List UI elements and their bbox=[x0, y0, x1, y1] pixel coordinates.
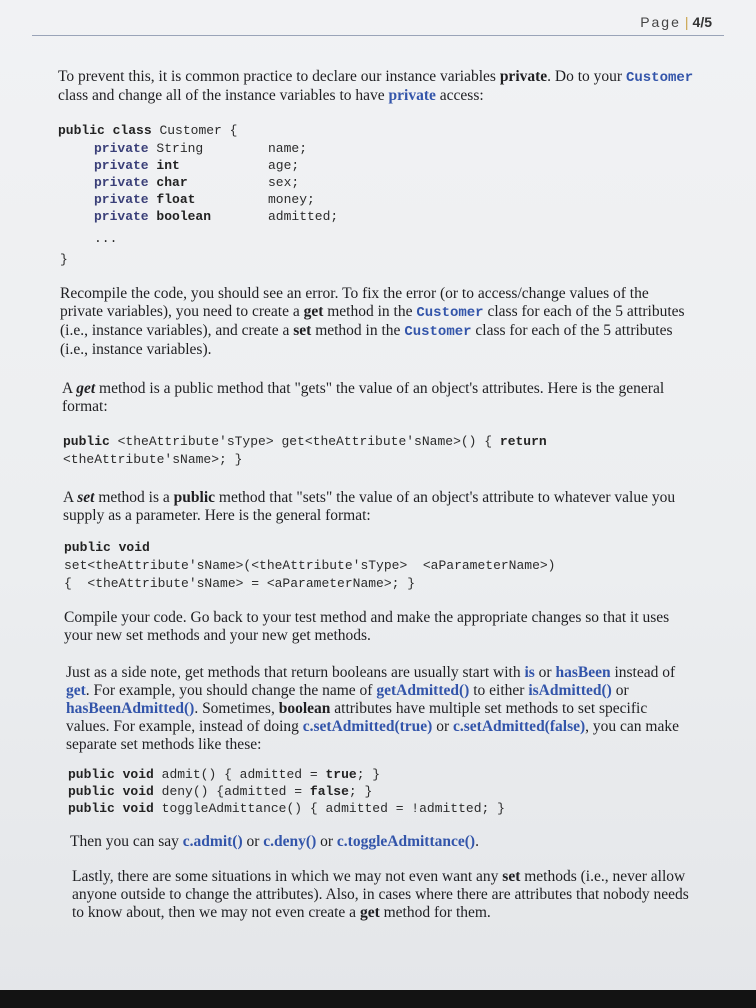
code-text: <theAttribute'sType> get<theAttribute'sName>() { bbox=[109, 434, 500, 449]
code-text: Customer { bbox=[151, 123, 238, 138]
keyword: isAdmitted() bbox=[528, 682, 612, 699]
text: method that "sets" the value of an object's attribute to whatever value you supply as a parameter. Here is the general format: bbox=[63, 489, 676, 524]
text: method is a bbox=[94, 489, 174, 506]
code-keyword: public bbox=[68, 784, 115, 799]
text: . Sometimes, bbox=[194, 700, 279, 717]
side-note-paragraph bbox=[66, 664, 692, 754]
code-keyword: true bbox=[325, 767, 357, 782]
code-keyword: class bbox=[112, 123, 152, 138]
keyword: c.setAdmitted(false) bbox=[453, 718, 586, 735]
code-keyword: void bbox=[122, 767, 154, 782]
code-modifier: private bbox=[94, 141, 149, 156]
keyword: public bbox=[173, 489, 216, 506]
text: or bbox=[242, 833, 264, 850]
text: class for each of the 5 attributes (i.e., instance variables), and create a bbox=[60, 303, 685, 339]
text: instead of bbox=[610, 664, 676, 681]
toggle-method-code bbox=[68, 800, 505, 818]
bottom-edge bbox=[0, 990, 756, 1008]
keyword: get bbox=[303, 303, 324, 320]
field-line bbox=[94, 191, 195, 209]
code-text: ; } bbox=[348, 784, 373, 799]
page-number: 4/5 bbox=[692, 14, 712, 30]
keyword: hasBeen bbox=[555, 664, 611, 681]
text: Lastly, there are some situations in which we may not even want any bbox=[72, 868, 503, 885]
code-keyword: public bbox=[68, 801, 115, 816]
text: or bbox=[611, 682, 629, 699]
text: or bbox=[432, 718, 453, 735]
lastly-paragraph bbox=[72, 868, 692, 922]
keyword: get bbox=[76, 380, 96, 397]
recompile-paragraph bbox=[60, 285, 694, 359]
class-code-block bbox=[58, 122, 237, 140]
keyword: get bbox=[66, 682, 86, 699]
code-keyword: public bbox=[68, 767, 115, 782]
text: A bbox=[62, 380, 77, 397]
code-text: admit() { admitted = bbox=[161, 767, 326, 782]
code-type: String bbox=[156, 141, 204, 156]
code-keyword: return bbox=[499, 434, 547, 449]
keyword: set bbox=[293, 322, 312, 339]
class-name-inline: Customer bbox=[416, 305, 484, 321]
text: . Do to your bbox=[547, 68, 626, 85]
code-keyword: void bbox=[122, 784, 154, 799]
keyword: is bbox=[524, 664, 535, 681]
text: or bbox=[534, 664, 556, 681]
keyword: hasBeenAdmitted() bbox=[66, 700, 195, 717]
text: class and change all of the instance variables to have bbox=[58, 87, 389, 104]
code-type: char bbox=[156, 175, 188, 190]
keyword: set bbox=[502, 868, 521, 885]
code-text: deny() {admitted = bbox=[161, 784, 310, 799]
keyword: private bbox=[499, 68, 548, 85]
code-type: int bbox=[156, 158, 180, 173]
usage-paragraph bbox=[70, 833, 690, 851]
field-name: age; bbox=[268, 158, 300, 173]
keyword: private bbox=[388, 87, 436, 104]
code-type: float bbox=[156, 192, 196, 207]
field-line bbox=[94, 140, 203, 158]
page-separator: | bbox=[684, 14, 689, 30]
code-keyword: public bbox=[63, 434, 110, 449]
code-modifier: private bbox=[94, 158, 149, 173]
keyword: c.toggleAdmittance() bbox=[336, 833, 476, 850]
code-keyword: public bbox=[64, 540, 111, 555]
field-name: admitted; bbox=[268, 209, 339, 224]
text: . bbox=[475, 833, 479, 850]
text: access: bbox=[435, 87, 484, 104]
code-close-brace: } bbox=[60, 252, 68, 267]
page-header bbox=[640, 14, 712, 30]
field-line bbox=[94, 208, 211, 226]
text: A bbox=[63, 489, 78, 506]
keyword: get bbox=[359, 904, 380, 921]
text: methods (i.e., never allow anyone outside to change the attributes). Also, in cases where there are attributes that nobody needs to know about, then we may not even create a bbox=[72, 868, 689, 921]
keyword: c.setAdmitted(true) bbox=[302, 718, 433, 735]
header-rule bbox=[32, 35, 724, 36]
set-method-paragraph bbox=[63, 489, 693, 525]
class-name-inline: Customer bbox=[625, 70, 694, 86]
text: method in the bbox=[311, 322, 405, 339]
set-code-line-3: { <theAttribute'sName> = <aParameterName>; } bbox=[64, 576, 416, 591]
text: Then you can say bbox=[70, 833, 183, 850]
keyword: boolean bbox=[278, 700, 331, 717]
text: method for them. bbox=[379, 904, 491, 921]
keyword: c.admit() bbox=[182, 833, 243, 850]
page-label: Page bbox=[640, 14, 681, 30]
field-name: name; bbox=[268, 141, 308, 156]
set-code-line-2: set<theAttribute'sName>(<theAttribute'sType> <aParameterName>) bbox=[64, 558, 556, 573]
set-code-line-1 bbox=[64, 539, 150, 557]
code-ellipsis: ... bbox=[94, 231, 118, 246]
keyword: c.deny() bbox=[263, 833, 317, 850]
field-name: money; bbox=[268, 192, 315, 207]
compile-paragraph: Compile your code. Go back to your test method and make the appropriate changes so that it uses your new set methods and your new get methods. bbox=[64, 609, 670, 644]
class-name-inline: Customer bbox=[404, 324, 472, 340]
text: . For example, you should change the name of bbox=[85, 682, 377, 699]
get-code-line-2: <theAttribute'sName>; } bbox=[63, 452, 243, 467]
text: method is a public method that "gets" the value of an object's attributes. Here is the general format: bbox=[62, 380, 665, 415]
text: to either bbox=[469, 682, 529, 699]
field-name: sex; bbox=[268, 175, 300, 190]
text: attributes have multiple set methods to set specific values. For example, instead of doing bbox=[66, 700, 648, 735]
code-modifier: private bbox=[94, 175, 149, 190]
get-method-paragraph bbox=[62, 380, 682, 416]
text: Recompile the code, you should see an error. To fix the error (or to access/change values of the private variables), you need to create a bbox=[60, 285, 649, 320]
admit-method-code bbox=[68, 766, 380, 784]
field-line bbox=[94, 157, 180, 175]
get-code-line-1 bbox=[63, 433, 547, 451]
text: method in the bbox=[323, 303, 417, 320]
code-keyword: public bbox=[58, 123, 105, 138]
text: class for each of the 5 attributes (i.e., instance variables). bbox=[60, 322, 673, 358]
code-keyword: false bbox=[309, 784, 349, 799]
text: or bbox=[316, 833, 337, 850]
text: To prevent this, it is common practice to declare our instance variables bbox=[58, 68, 500, 85]
code-keyword: void bbox=[122, 801, 154, 816]
code-keyword: void bbox=[118, 540, 150, 555]
intro-paragraph bbox=[58, 68, 698, 105]
keyword: set bbox=[77, 489, 95, 506]
deny-method-code bbox=[68, 783, 372, 801]
code-type: boolean bbox=[156, 209, 212, 224]
keyword: getAdmitted() bbox=[376, 682, 470, 699]
code-modifier: private bbox=[94, 209, 149, 224]
text: Just as a side note, get methods that return booleans are usually start with bbox=[66, 664, 525, 681]
text: , you can make separate set methods like these: bbox=[66, 718, 679, 753]
code-modifier: private bbox=[94, 192, 149, 207]
code-text: toggleAdmittance() { admitted = !admitted; } bbox=[161, 801, 505, 816]
field-line bbox=[94, 174, 188, 192]
code-text: ; } bbox=[356, 767, 381, 782]
